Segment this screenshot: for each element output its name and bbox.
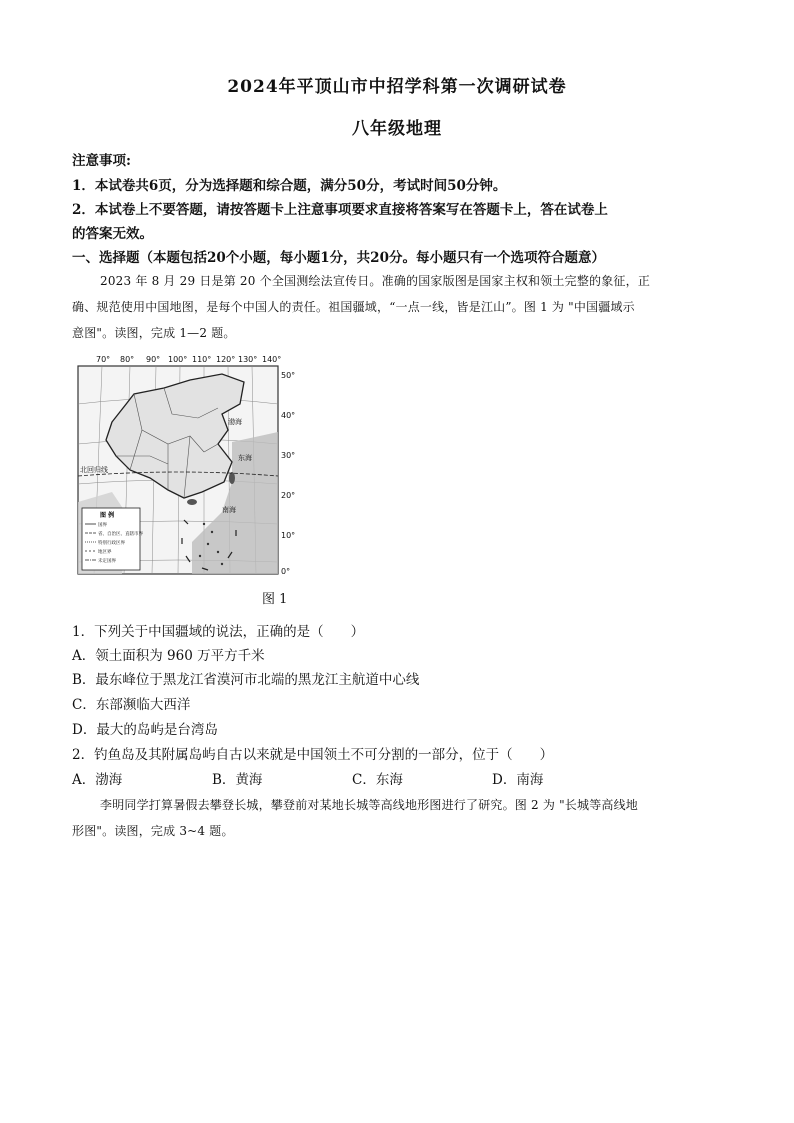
intro-line-2: 确、规范使用中国地图，是每个中国人的责任。祖国疆域，“一点一线，皆是江山”。图 1 为 "中国疆域示 [72, 300, 635, 314]
q1-option-d[interactable]: D．最大的岛屿是台湾岛 [72, 722, 218, 738]
intro-line-3: 意图"。读图，完成 1—2 题。 [72, 326, 236, 340]
map-label-tropic: 北回归线 [80, 466, 108, 474]
q2-option-c[interactable]: C．东海 [352, 772, 403, 788]
map-label-south-sea: 南海 [222, 506, 236, 514]
q1-option-c[interactable]: C．东部濒临大西洋 [72, 697, 191, 713]
passage-2-line-2: 形图"。读图，完成 3~4 题。 [72, 824, 234, 838]
lat-label: 10° [281, 531, 296, 540]
china-territory-map [72, 352, 304, 580]
map-label-east-sea: 东海 [238, 454, 252, 462]
lat-label: 40° [281, 411, 296, 420]
notes-item-2: 2．本试卷上不要答题，请按答题卡上注意事项要求直接将答案写在答题卡上，答在试卷上 [72, 202, 608, 218]
exam-title: 2024年平顶山市中招学科第一次调研试卷 [227, 77, 567, 97]
q1-option-a[interactable]: A．领土面积为 960 万平方千米 [72, 648, 265, 664]
notes-item-1: 1．本试卷共6页，分为选择题和综合题，满分50分，考试时间50分钟。 [72, 178, 507, 194]
question-1-stem: 1．下列关于中国疆域的说法，正确的是（ ） [72, 624, 365, 640]
map-legend [82, 508, 143, 570]
lon-label: 120° [216, 355, 236, 364]
lat-label: 20° [281, 491, 296, 500]
passage-2-line-1: 李明同学打算暑假去攀登长城，攀登前对某地长城等高线地形图进行了研究。图 2 为 "长城等高线地 [100, 798, 639, 812]
q1-option-b[interactable]: B．最东峰位于黑龙江省漠河市北端的黑龙江主航道中心线 [72, 672, 420, 688]
lat-label: 0° [281, 567, 291, 576]
question-2-stem: 2．钓鱼岛及其附属岛屿自古以来就是中国领土不可分割的一部分，位于（ ） [72, 747, 554, 763]
q2-option-a[interactable]: A．渤海 [72, 772, 123, 788]
figure-caption: 图 1 [262, 592, 288, 607]
lon-label: 100° [168, 355, 188, 364]
q2-option-d[interactable]: D．南海 [492, 772, 544, 788]
lon-label: 70° [96, 355, 111, 364]
legend-item: 省、自治区、直辖市界 [98, 532, 143, 537]
lon-label: 140° [262, 355, 282, 364]
q2-option-b[interactable]: B．黄海 [212, 772, 263, 788]
exam-subtitle: 八年级地理 [352, 119, 442, 139]
legend-item: 特别行政区界 [98, 541, 125, 546]
lon-label: 110° [192, 355, 212, 364]
notes-item-2-cont: 的答案无效。 [72, 226, 153, 242]
lon-label: 90° [146, 355, 161, 364]
lat-label: 50° [281, 371, 296, 380]
notes-heading: 注意事项: [72, 153, 131, 169]
legend-item: 国界 [98, 523, 107, 528]
legend-title: 图 例 [100, 512, 115, 519]
map-label-bohai: 渤海 [228, 418, 242, 426]
section-heading: 一、选择题（本题包括20个小题，每小题1分，共20分。每小题只有一个选项符合题意） [72, 250, 605, 266]
lon-label: 130° [238, 355, 258, 364]
intro-line-1: 2023 年 8 月 29 日是第 20 个全国测绘法宣传日。准确的国家版图是国家主权和领土完整的象征，正 [100, 274, 651, 288]
lon-label: 80° [120, 355, 135, 364]
legend-item: 未定国界 [98, 559, 116, 564]
lat-label: 30° [281, 451, 296, 460]
legend-item: 地区界 [98, 550, 112, 555]
